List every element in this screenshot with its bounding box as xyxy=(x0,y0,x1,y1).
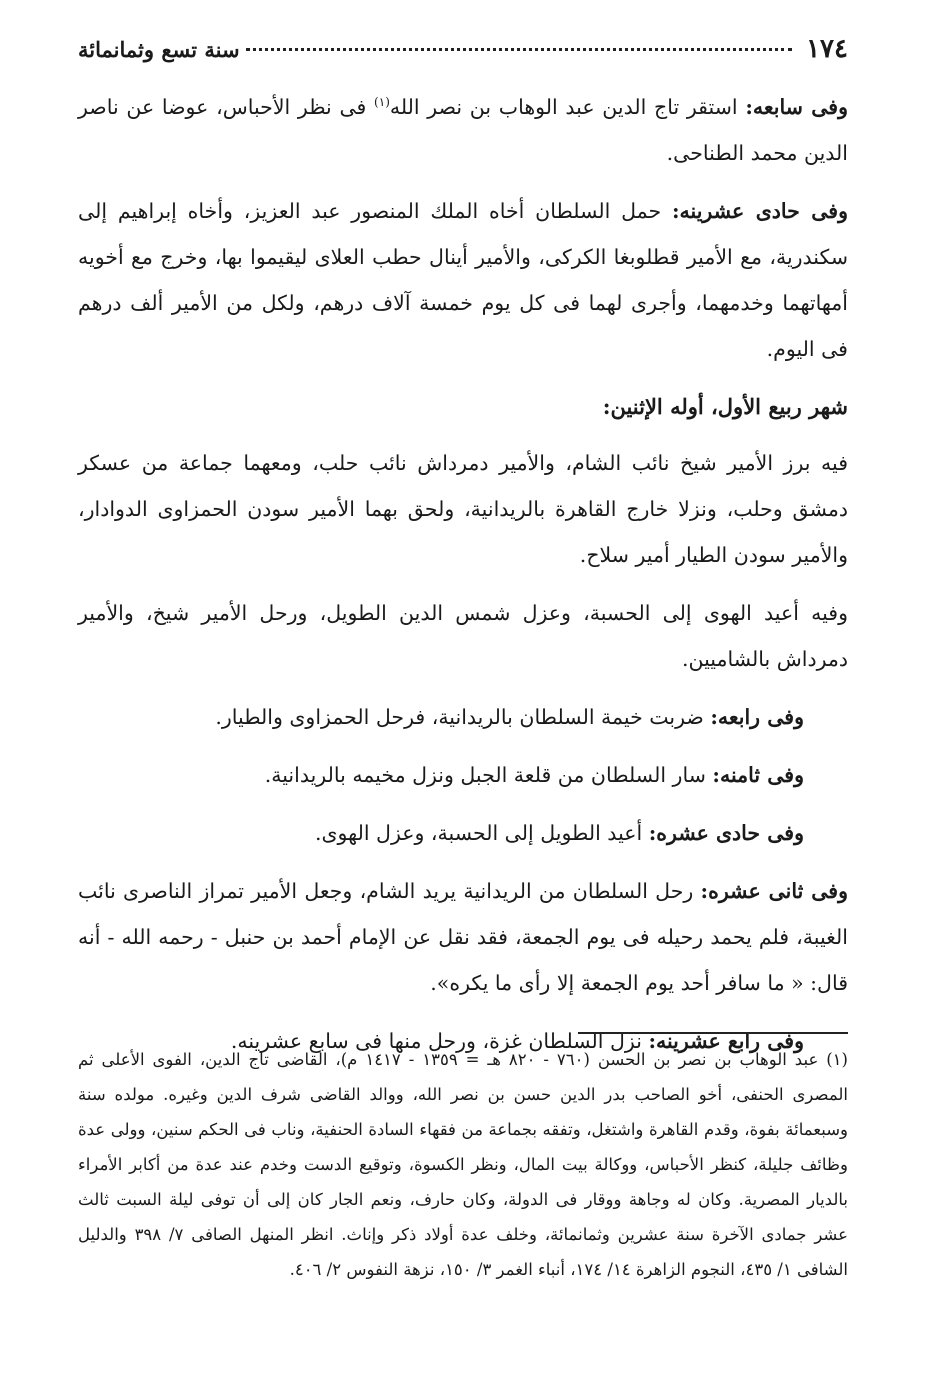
paragraph-text: فى نظر الأحباس، عوضا عن ناصر الدين محمد الطناحى. xyxy=(78,95,848,165)
paragraph-text: حمل السلطان أخاه الملك المنصور عبد العزيز، وأخاه إبراهيم إلى سكندرية، مع الأمير قطلوبغا الكركى، والأمير أينال حطب العلاى ليقيموا بها، وخرج مع أخويه أمهاتهما وخدمهما، وأجرى لهما فى كل يوم خمسة آلاف درهم، ولكل من الأمير ألف درهم فى اليوم. xyxy=(78,199,848,361)
running-title: سنة تسع وثمانمائة xyxy=(78,37,240,62)
page-content xyxy=(78,34,848,1076)
paragraph-text: سار السلطان من قلعة الجبل ونزل مخيمه بالريدانية. xyxy=(264,763,713,787)
paragraph-text: رحل السلطان من الريدانية يريد الشام، وجعل الأمير تمراز الناصرى نائب الغيبة، فلم يحمد رحيله فى يوم الجمعة، فقد نقل عن الإمام أحمد بن حنبل - رحمه الله - أنه قال: « ما سافر أحد يوم الجمعة إلا رأى ما يكره». xyxy=(78,879,848,995)
footnote-divider xyxy=(578,1032,848,1034)
paragraph xyxy=(78,440,848,578)
footnote-ref[interactable]: (١) xyxy=(374,95,390,110)
paragraph xyxy=(78,752,848,798)
paragraph xyxy=(78,84,848,176)
paragraph-lead: وفى رابع عشرينه: xyxy=(648,1029,804,1053)
paragraph-text: استقر تاج الدين عبد الوهاب بن نصر الله xyxy=(389,95,746,119)
paragraph-lead: وفى ثامنه: xyxy=(712,763,804,787)
paragraph-text: أعيد الطويل إلى الحسبة، وعزل الهوى. xyxy=(314,821,649,845)
paragraph-lead: وفى رابعه: xyxy=(710,705,804,729)
main-text xyxy=(78,84,848,1064)
footnote: (١) عبد الوهاب بن نصر بن الحسن (٧٦٠ - ٨٢٠ هـ = ١٣٥٩ - ١٤١٧ م)، القاضى تاج الدين، الفوى الأعلى ثم المصرى الحنفى، أخو الصاحب بدر الدين حسن بن نصر الله، ووالد القاضى شرف الدين وغيره. مولده سنة وسبعمائة بفوة، وقدم القاهرة واشتغل، وتفقه بجماعة من فقهاء السادة الحنفية، وناب فى الحكم سنين، وولى عدة وظائف جليلة، كنظر الأحباس، ووكالة بيت المال، ونظر الكسوة، وتوقيع الدست وخدم عند عدة من أكابر الأمراء بالديار المصرية. وكان له وجاهة ووقار فى الدولة، وكان حارف، ونعم الجار كان إلى أن توفى ليلة السبت ثالث عشر جمادى الآخرة سنة عشرين وثمانمائة، وخلف عدة أولاد ذكر وإناث. انظر المنهل الصافى ٧/ ٣٩٨ والدليل الشافى ١/ ٤٣٥، النجوم الزاهرة ١٤/ ١٧٤، أنباء الغمر ٣/ ١٥٠، نزهة النفوس ٢/ ٤٠٦. xyxy=(78,1050,848,1279)
paragraph xyxy=(78,188,848,372)
paragraph xyxy=(78,590,848,682)
running-head xyxy=(78,34,848,84)
month-heading: شهر ربيع الأول، أوله الإثنين: xyxy=(602,394,848,419)
paragraph-text: فيه برز الأمير شيخ نائب الشام، والأمير دمرداش نائب حلب، ومعهما جماعة من عسكر دمشق وحلب، ونزلا خارج القاهرة بالريدانية، ولحق بهما الأمير سودن الحمزاوى الدوادار، والأمير سودن الطيار أمير سلاح. xyxy=(78,451,848,567)
paragraph-lead: وفى سابعه: xyxy=(745,95,848,119)
paragraph xyxy=(78,868,848,1006)
paragraph-text: ضربت خيمة السلطان بالريدانية، فرحل الحمزاوى والطيار. xyxy=(215,705,711,729)
paragraph-text: وفيه أعيد الهوى إلى الحسبة، وعزل شمس الدين الطويل، ورحل الأمير شيخ، والأمير دمرداش بالشاميين. xyxy=(78,601,848,671)
page-number: ١٧٤ xyxy=(806,34,848,64)
paragraph xyxy=(78,810,848,856)
paragraph-text: نزل السلطان غزة، ورحل منها فى سابع عشرينه. xyxy=(230,1029,649,1053)
paragraph xyxy=(78,694,848,740)
leader-dots xyxy=(246,48,793,51)
paragraph-lead: وفى حادى عشرينه: xyxy=(671,199,848,223)
paragraph-lead: وفى حادى عشره: xyxy=(648,821,804,845)
paragraph-lead: وفى ثانى عشره: xyxy=(700,879,848,903)
